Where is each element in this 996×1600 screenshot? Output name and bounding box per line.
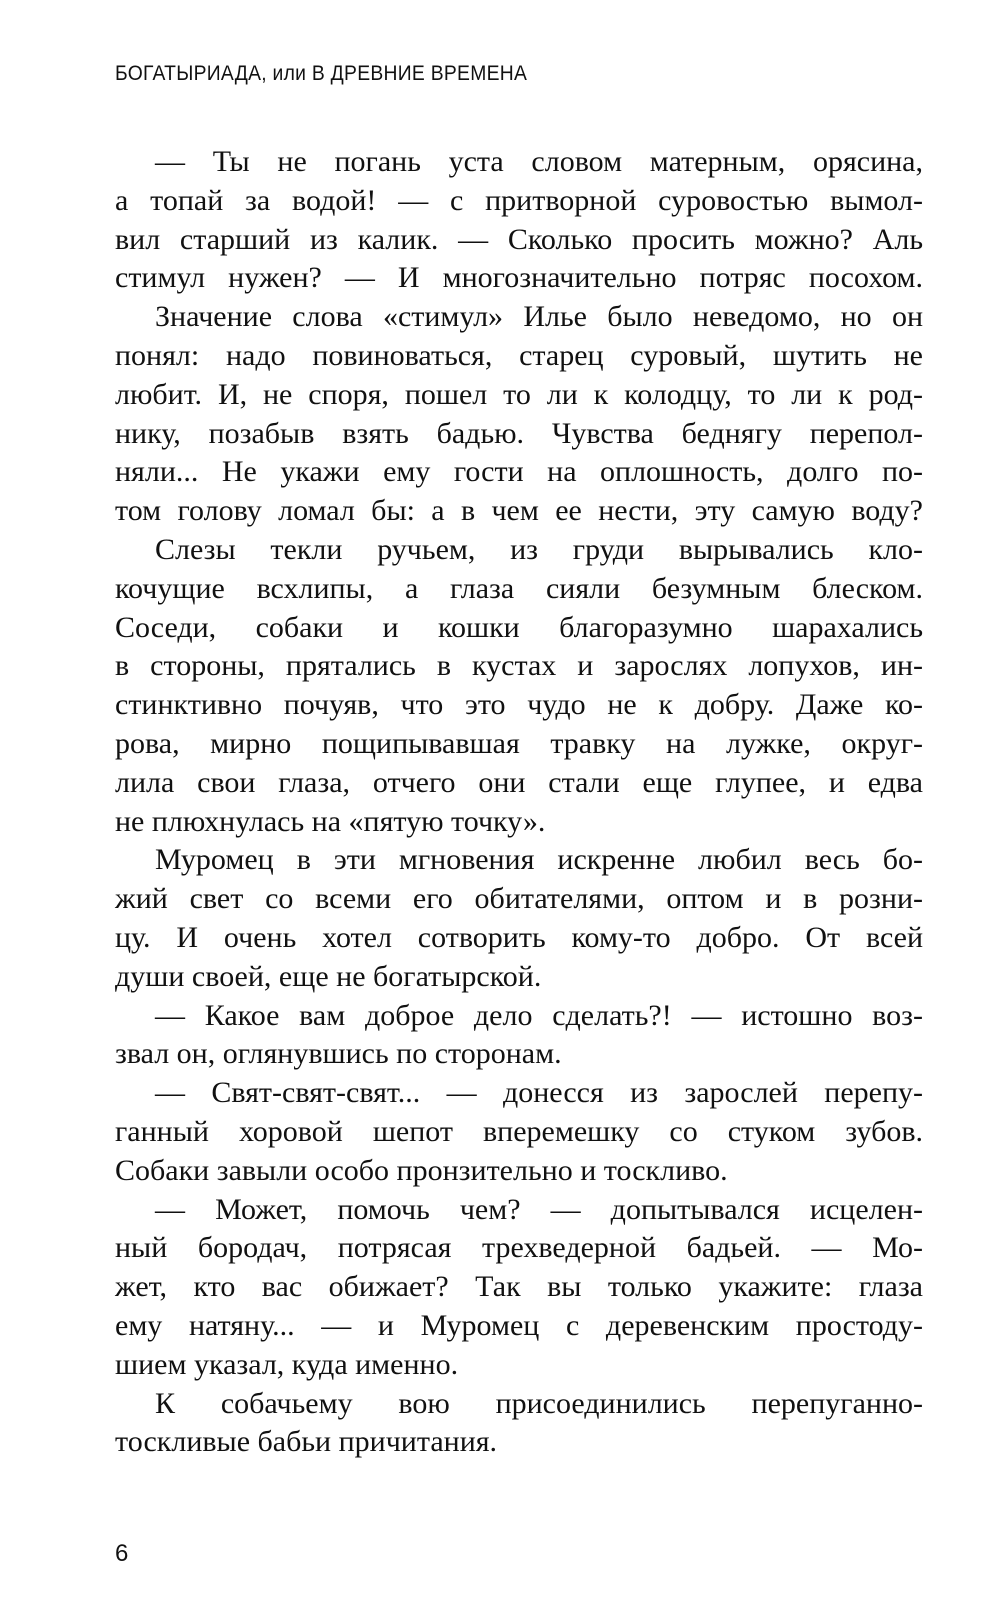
- text-line: Значение слова «стимул» Илье было неведомо, но он: [155, 300, 923, 334]
- text-line: — Может, помочь чем? — допытывался исцелен-: [155, 1192, 923, 1226]
- text-line: Муромец в эти мгновения искренне любил весь бо-: [155, 843, 923, 877]
- text-line: ганный хоровой шепот вперемешку со стуком зубов.: [115, 1114, 923, 1148]
- text-line: ный бородач, потрясая трехведерной бадьей. — Мо-: [115, 1231, 923, 1265]
- text-line: цу. И очень хотел сотворить кому-то добро. От всей: [115, 920, 923, 954]
- running-header: БОГАТЫРИАДА, или В ДРЕВНИЕ ВРЕМЕНА: [115, 62, 528, 85]
- text-line: кочущие всхлипы, а глаза сияли безумным блеском.: [115, 571, 923, 605]
- text-line: няли... Не укажи ему гости на оплошность, долго по-: [115, 455, 923, 489]
- text-line: звал он, оглянувшись по сторонам.: [115, 1037, 562, 1071]
- text-line: а топай за водой! — с притворной суровостью вымол-: [115, 183, 923, 217]
- text-line: понял: надо повиноваться, старец суровый, шутить не: [115, 338, 923, 372]
- text-line: в стороны, прятались в кустах и зарослях лопухов, ин-: [115, 649, 923, 683]
- text-line: — Ты не погань уста словом матерным, орясина,: [155, 145, 923, 178]
- text-line: — Свят-свят-свят... — донесся из зарослей перепу-: [155, 1076, 923, 1110]
- text-line: души своей, еще не богатырской.: [115, 959, 542, 993]
- text-line: К собачьему вою присоединились перепуганно-: [155, 1386, 923, 1420]
- text-line: шием указал, куда именно.: [115, 1347, 459, 1381]
- page-number: 6: [115, 1540, 129, 1567]
- text-line: жий свет со всеми его обитателями, оптом и в розни-: [115, 882, 923, 916]
- text-line: Соседи, собаки и кошки благоразумно шарахались: [115, 610, 923, 644]
- text-line: вил старший из калик. — Сколько просить можно? Аль: [115, 222, 923, 256]
- text-line: стимул нужен? — И многозначительно потряс посохом.: [115, 261, 923, 295]
- text-line: — Какое вам доброе дело сделать?! — истошно воз-: [155, 998, 923, 1032]
- text-line: стинктивно почуяв, что это чудо не к добру. Даже ко-: [115, 688, 923, 722]
- text-line: не плюхнулась на «пятую точку».: [115, 804, 546, 838]
- body-text: [115, 143, 923, 1462]
- text-line: ему натяну... — и Муромец с деревенским простоду-: [115, 1308, 923, 1342]
- text-line: тоскливые бабьи причитания.: [115, 1425, 498, 1459]
- text-line: рова, мирно пощипывавшая травку на лужке, округ-: [115, 726, 923, 760]
- text-line: Слезы текли ручьем, из груди вырывались кло-: [155, 532, 923, 566]
- text-line: лила свои глаза, отчего они стали еще глупее, и едва: [115, 765, 923, 799]
- text-line: жет, кто вас обижает? Так вы только укажите: глаза: [115, 1270, 923, 1304]
- text-line: любит. И, не споря, пошел то ли к колодцу, то ли к род-: [115, 377, 923, 411]
- text-line: нику, позабыв взять бадью. Чувства беднягу перепол-: [115, 416, 923, 450]
- text-line: том голову ломал бы: а в чем ее нести, эту самую воду?: [115, 494, 923, 528]
- text-line: Собаки завыли особо пронзительно и тоскливо.: [115, 1153, 728, 1187]
